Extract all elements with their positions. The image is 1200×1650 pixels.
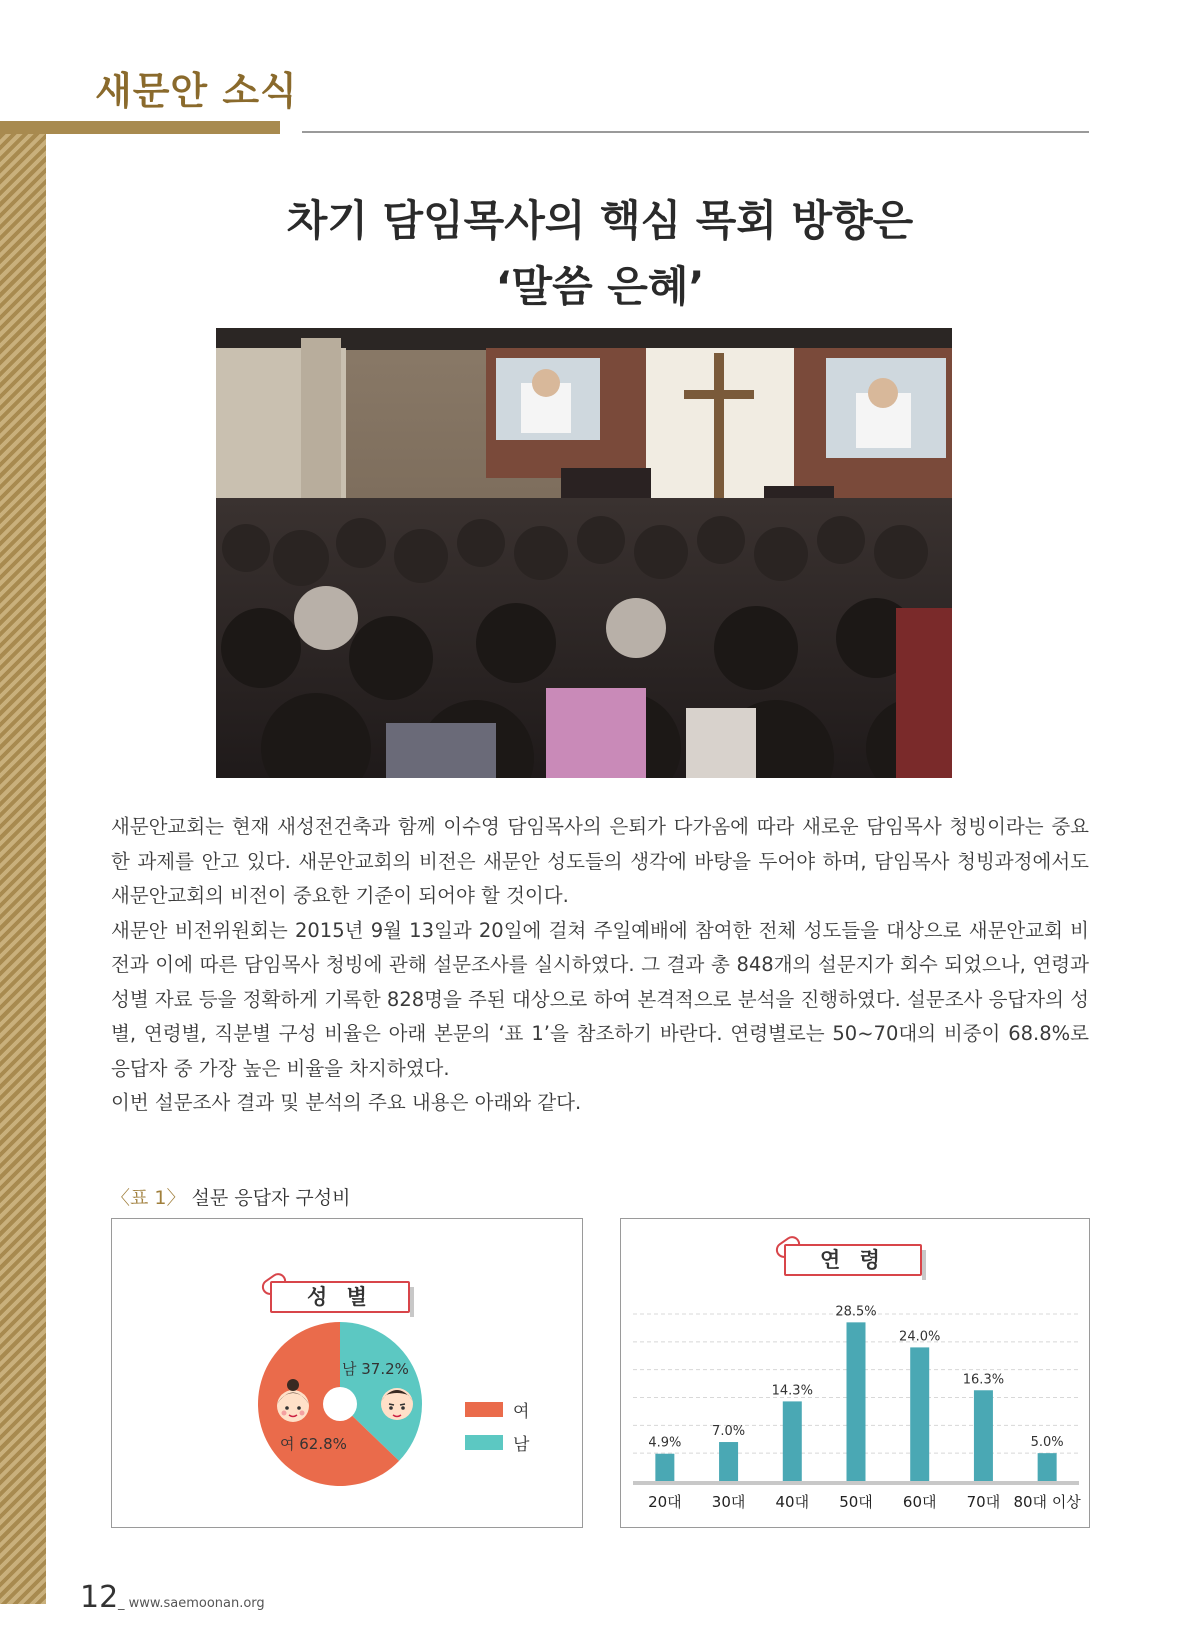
headline-line-2: ‘말씀 은혜’	[495, 262, 705, 311]
gender-pie-chart	[112, 1219, 582, 1527]
pie-center-hole	[323, 1387, 357, 1421]
article-body	[111, 810, 1089, 1121]
worship-service-photo	[216, 328, 952, 778]
legend-male	[465, 1430, 529, 1455]
legend-female	[465, 1397, 529, 1422]
pie-label-female: 여 62.8%	[280, 1435, 347, 1453]
decorative-side-stripe	[0, 134, 46, 1604]
bar-category-label: 60대	[902, 1493, 937, 1511]
bar-category-label: 20대	[648, 1493, 682, 1511]
legend-label-female: 여	[513, 1402, 530, 1422]
pie-label-male: 남 37.2%	[342, 1360, 409, 1378]
bar-category-label: 80대 이상	[1013, 1493, 1081, 1511]
table-number: 〈표 1〉	[111, 1187, 186, 1209]
table-title: 설문 응답자 구성비	[191, 1187, 351, 1209]
gender-chart-panel	[111, 1218, 583, 1528]
body-paragraph-3: 이번 설문조사 결과 및 분석의 주요 내용은 아래와 같다.	[111, 1091, 582, 1114]
age-bar	[1038, 1453, 1057, 1481]
age-chart-title: 연 령	[784, 1244, 922, 1276]
legend-swatch-male	[465, 1435, 503, 1450]
body-paragraph-2: 새문안 비전위원회는 2015년 9월 13일과 20일에 걸쳐 주일예배에 참여한 전체 성도들을 대상으로 새문안교회 비전과 이에 따른 담임목사 청빙에 관해 설문조사를 실시하였다. 그 결과 총 848개의 설문지가 회수 되었으나, 연령과 성별 자료 등을 정확하게 기록한 828명을 주된 대상으로 하여 본격적으로 분석을 진행하였다. 설문조사 응답자의 성별, 연령별, 직분별 구성 비율은 아래 본문의 ‘표 1’을 참조하기 바란다. 연령별로는 50~70대의 비중이 68.8%로 응답자 중 가장 높은 비율을 차지하였다.	[111, 918, 1089, 1080]
bar-category-label: 50대	[839, 1493, 873, 1511]
page-number: 12	[80, 1580, 119, 1615]
age-bar	[847, 1322, 866, 1481]
gender-chart-title: 성 별	[270, 1281, 410, 1313]
bar-value-label: 24.0%	[899, 1329, 941, 1345]
site-url: _ www.saemoonan.org	[118, 1596, 265, 1611]
bar-value-label: 4.9%	[648, 1435, 682, 1451]
bar-baseline	[633, 1481, 1079, 1485]
legend-swatch-female	[465, 1402, 503, 1417]
age-bar	[974, 1390, 993, 1481]
age-bar-chart	[621, 1219, 1089, 1527]
age-chart-panel	[620, 1218, 1090, 1528]
body-paragraph-1: 새문안교회는 현재 새성전건축과 함께 이수영 담임목사의 은퇴가 다가옴에 따라 새로운 담임목사 청빙이라는 중요한 과제를 안고 있다. 새문안교회의 비전은 새문안 성도들의 생각에 바탕을 두어야 하며, 담임목사 청빙과정에서도 새문안교회의 비전이 중요한 기준이 되어야 할 것이다.	[111, 815, 1089, 907]
bar-value-label: 16.3%	[962, 1372, 1005, 1388]
age-bar	[719, 1442, 738, 1481]
bar-value-label: 14.3%	[771, 1383, 813, 1399]
section-title: 새문안 소식	[95, 69, 298, 113]
section-underline	[0, 121, 280, 134]
legend-label-male: 남	[513, 1435, 530, 1455]
bar-value-label: 5.0%	[1030, 1435, 1064, 1451]
bar-value-label: 7.0%	[712, 1424, 746, 1440]
age-bar	[783, 1401, 802, 1481]
age-bar	[910, 1347, 929, 1481]
boy-face-icon	[381, 1388, 413, 1420]
headline-line-1: 차기 담임목사의 핵심 목회 방향은	[286, 196, 914, 245]
bar-category-label: 40대	[775, 1493, 810, 1511]
bar-category-label: 30대	[711, 1493, 746, 1511]
bar-category-label: 70대	[966, 1493, 1001, 1511]
bar-value-label: 28.5%	[835, 1304, 877, 1320]
table-caption	[111, 1183, 350, 1210]
header-rule	[302, 131, 1089, 133]
age-bar	[655, 1454, 674, 1481]
article-headline	[150, 188, 1050, 320]
